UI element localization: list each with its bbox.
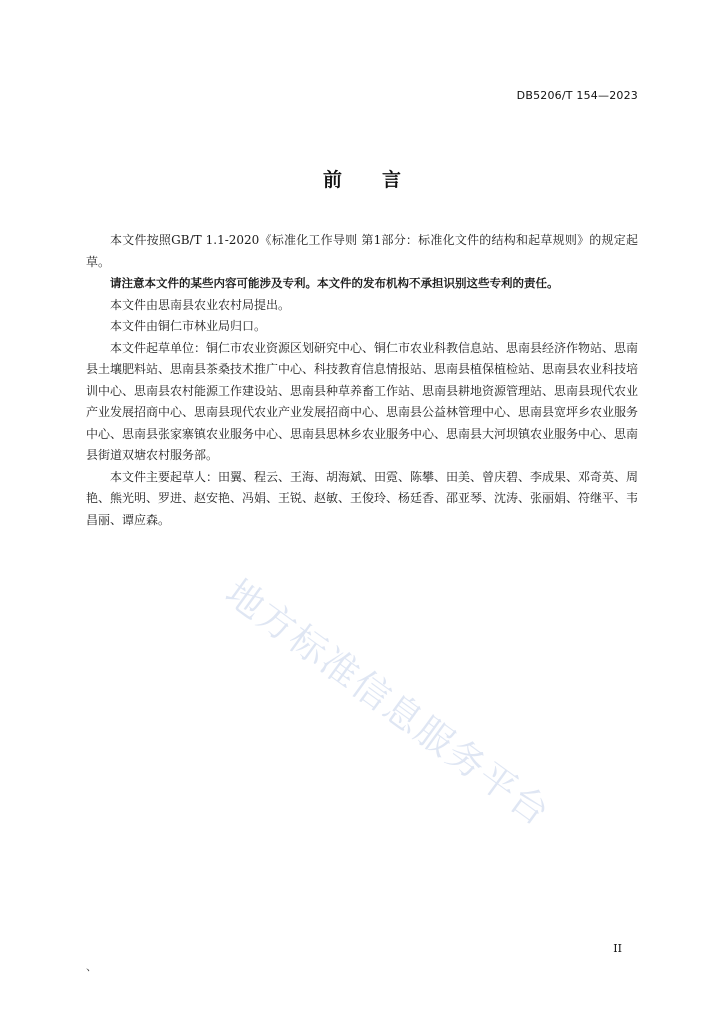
watermark-text: 地方标准信息服务平台 <box>217 570 559 835</box>
page-mark: 、 <box>86 960 97 973</box>
paragraph-drafting-rules: 本文件按照GB/T 1.1-2020《标准化工作导则 第1部分：标准化文件的结构和起草规则》的规定起草。 <box>86 233 638 269</box>
paragraph-drafters: 本文件主要起草人：田翼、程云、王海、胡海斌、田霓、陈攀、田美、曾庆碧、李成果、邓奇英、周艳、熊光明、罗进、赵安艳、冯娟、王锐、赵敏、王俊玲、杨廷香、邵亚琴、沈涛、张丽娟、符继平、韦昌丽、谭应森。 <box>86 469 639 527</box>
document-code: DB5206/T 154—2023 <box>516 89 638 102</box>
page-number: II <box>613 942 622 955</box>
paragraph-proposer: 本文件由思南县农业农村局提出。 <box>110 297 291 312</box>
paragraph-patent-notice: 请注意本文件的某些内容可能涉及专利。本文件的发布机构不承担识别这些专利的责任。 <box>110 276 559 290</box>
foreword-body <box>86 230 638 531</box>
paragraph-administrator: 本文件由铜仁市林业局归口。 <box>110 319 267 333</box>
page-title: 前言 <box>322 169 441 191</box>
paragraph-drafting-units: 本文件起草单位：铜仁市农业资源区划研究中心、铜仁市农业科教信息站、思南县经济作物站、思南县土壤肥料站、思南县茶桑技术推广中心、科技教育信息情报站、思南县植保植检站、思南县农业科技培训中心、思南县农村能源工作建设站、思南县种草养畜工作站、思南县耕地资源管理站、思南县现代农业产业发展招商中心、思南县现代农业产业发展招商中心、思南县公益林管理中心、思南县宽坪乡农业服务中心、思南县张家寨镇农业服务中心、思南县思林乡农业服务中心、思南县大河坝镇农业服务中心、思南县街道双塘农村服务部。 <box>86 340 639 462</box>
